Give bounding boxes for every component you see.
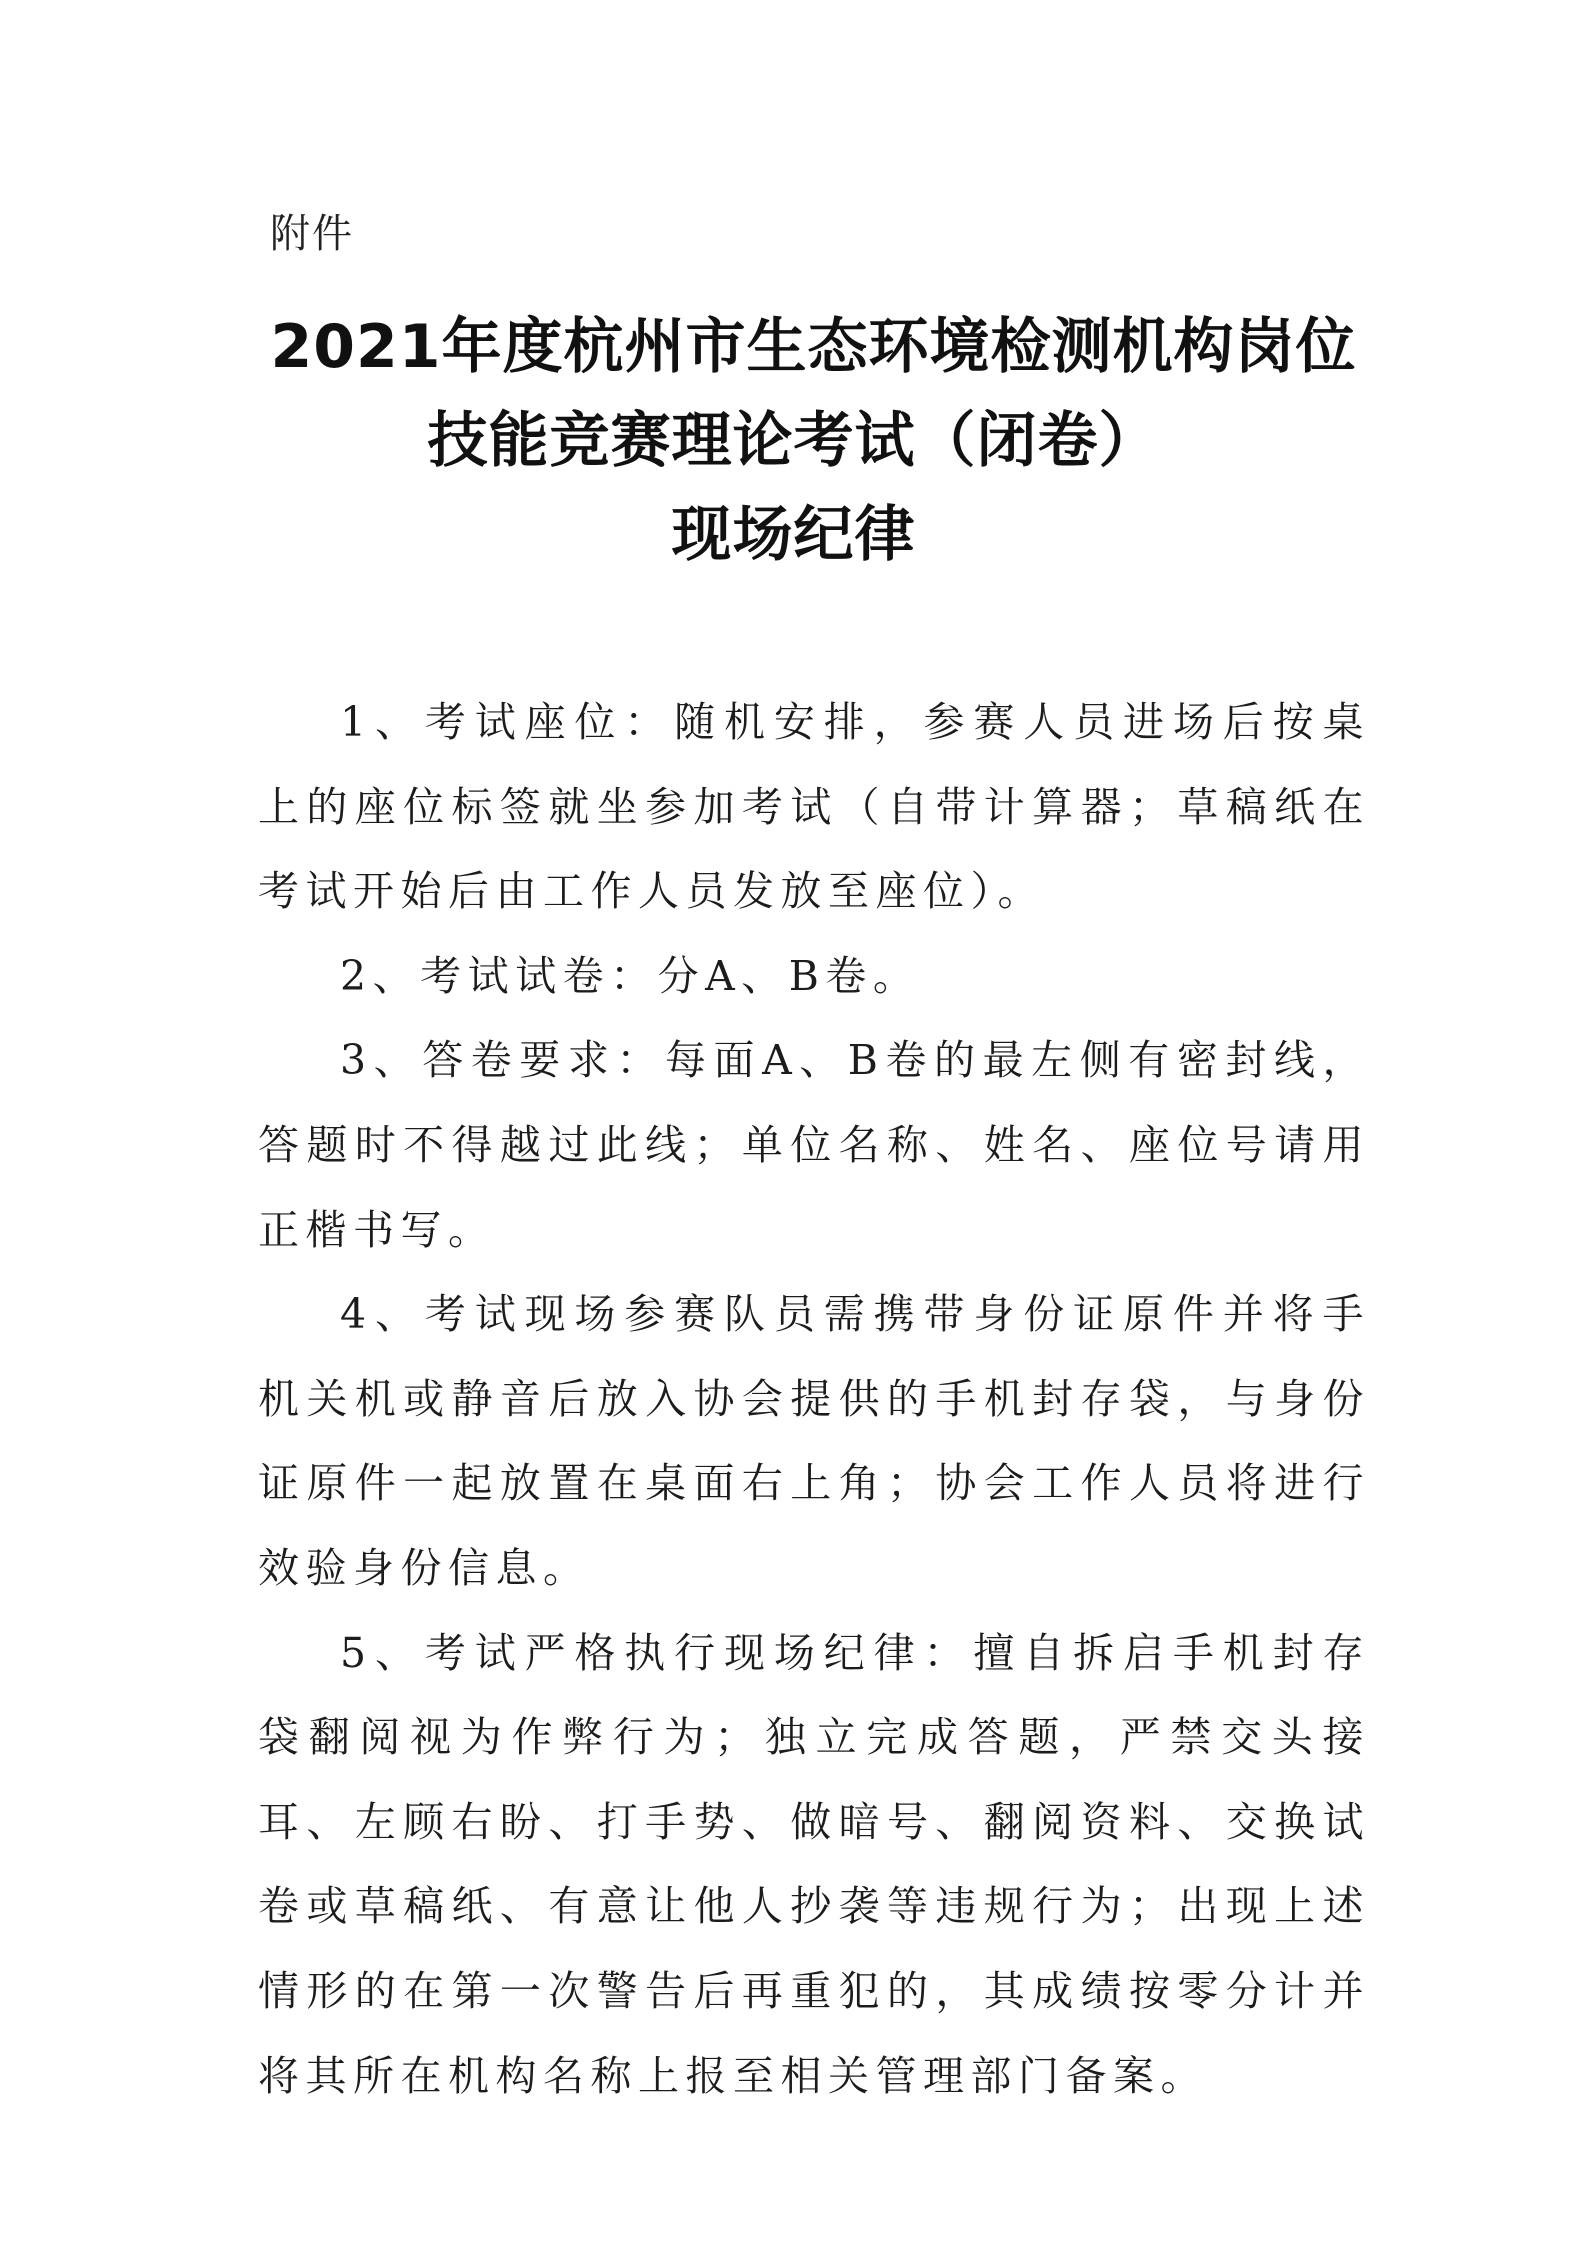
title-line-3: 现场纪律 bbox=[671, 500, 916, 570]
attachment-label: 附件 bbox=[270, 211, 354, 257]
rules-list bbox=[258, 680, 1370, 2118]
rule-paragraph: 3、答卷要求：每面A、B卷的最左侧有密封线，答题时不得越过此线；单位名称、姓名、座位号请用正楷书写。 bbox=[258, 1036, 1370, 1254]
title-line-2: 技能竞赛理论考试（闭卷） bbox=[427, 406, 1160, 476]
rule-paragraph: 4、考试现场参赛队员需携带身份证原件并将手机关机或静音后放入协会提供的手机封存袋，与身份证原件一起放置在桌面右上角；协会工作人员将进行效验身份信息。 bbox=[258, 1290, 1370, 1592]
rule-paragraph: 1、考试座位：随机安排，参赛人员进场后按桌上的座位标签就坐参加考试（自带计算器；草稿纸在考试开始后由工作人员发放至座位）。 bbox=[258, 698, 1370, 916]
document-title bbox=[0, 300, 1587, 582]
rule-paragraph: 5、考试严格执行现场纪律：擅自拆启手机封存袋翻阅视为作弊行为；独立完成答题，严禁交头接耳、左顾右盼、打手势、做暗号、翻阅资料、交换试卷或草稿纸、有意让他人抄袭等违规行为；出现上述情形的在第一次警告后再重犯的，其成绩按零分计并将其所在机构名称上报至相关管理部门备案。 bbox=[258, 1628, 1370, 2100]
rule-paragraph: 2、考试试卷：分A、B卷。 bbox=[340, 951, 921, 1000]
title-line-1: 2021年度杭州市生态环境检测机构岗位 bbox=[270, 312, 1357, 382]
